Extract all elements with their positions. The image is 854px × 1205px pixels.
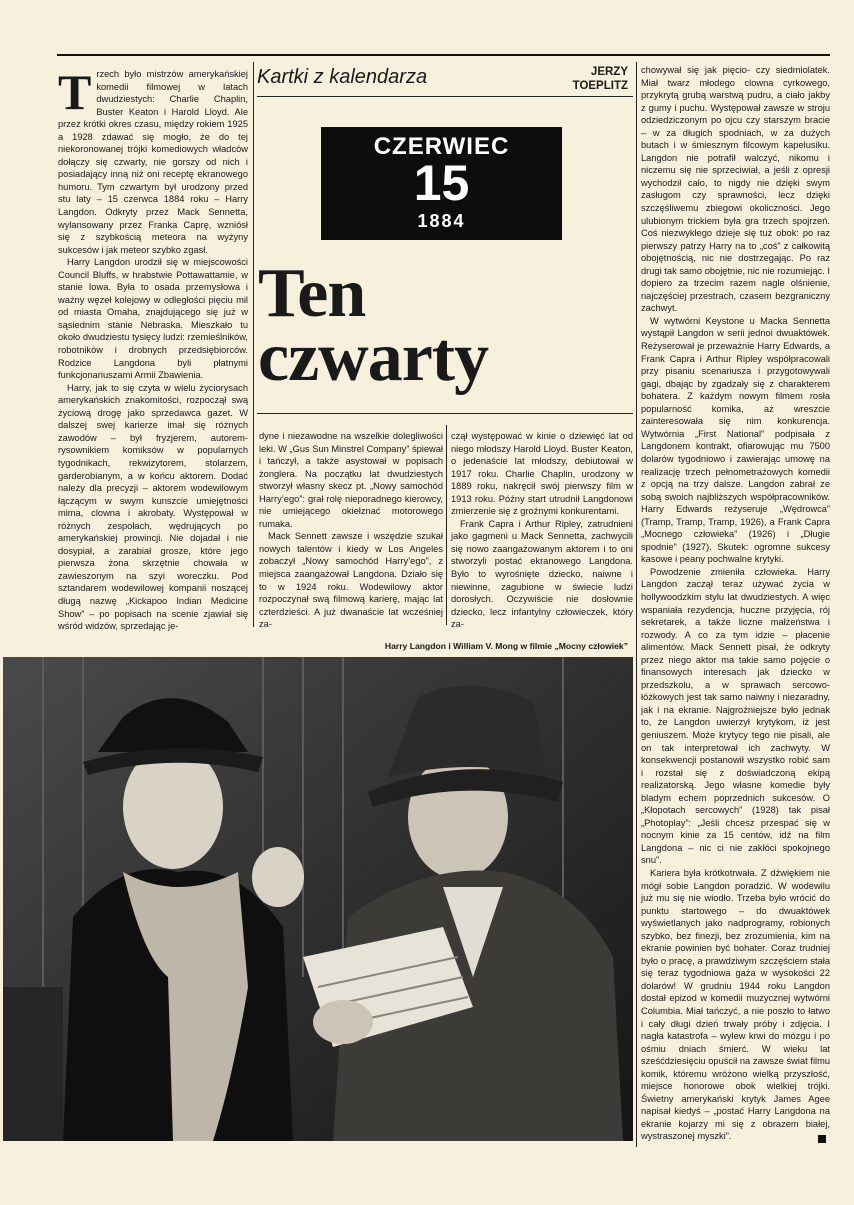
- paragraph: Harry, jak to się czyta w wielu życiorysach amerykańskich znakomitości, rozpoczął swą życiową drogę jako sprzedawca gazet. W dalszej swej karierze imał się różnych zawodów – był fryzjerem, autorem-rysownikiem komiksów w popularnych tygodnikach, rekwizytorem, stolarzem, garderobianym, a w końcu aktorem. Dodać należy dla precyzji – aktorem wodewilowym łączącym w swym kunszcie umiejętności mima, clowna i akrobaty. Występował w różnych zespołach, wędrujących po amerykańskiej prowincji. Nie dojadał i nie dosypiał, a zarabiał grosze, które jego pierwsza żona skrzętnie chowała w zawieszonym na szyi woreczku. Pod sztandarem wodewilowej kompanii noszącej długą nazwę „Kickapoo Indian Medicine Show” – po popisach na scenie zjawiał się wśród widzów, sprzedając je-: [58, 382, 248, 632]
- date-box: [321, 127, 562, 240]
- top-rule: [57, 54, 830, 56]
- date-month: CZERWIEC: [373, 133, 510, 160]
- paragraph: Mack Sennett zawsze i wszędzie szukał nowych talentów i kiedy w Los Angeles zobaczył „Nowy samochód Harry’ego”, z miejsca zaangażował Langdona. Działo się to w 1924 roku. Wodewilowy aktor rozpoczynał swą filmową karierę, mając lat czterdzieści. A już dwanaście lat wcześniej za-: [259, 531, 443, 630]
- end-of-article-mark: [818, 1135, 826, 1143]
- article-column-3: [451, 430, 633, 630]
- article-column-1: [58, 64, 248, 632]
- paragraph: Trzech było mistrzów amerykańskiej komedii filmowej w latach dwudziestych: Charlie Chaplin, Buster Keaton i Harold Lloyd. Ale przez krótki okres czasu, między rokiem 1925 a 1928 zdawać się mogło, że do tej niekoronowanej trójki komediowych władców dołączy się czwarty, nie gorszy od nich i posiadający inną niż oni receptę ekranowego humoru. Tym czwartym był urodzony przed stu laty – 15 czerwca 1884 roku – Harry Langdon. Odkryty przez Mack Sennetta, wylansowany przez Franka Caprę, wzniósł się z szybkością meteora na wyżyny sukcesów i jak meteor szybko zgasł.: [58, 64, 248, 255]
- column-divider: [446, 425, 447, 625]
- section-title: Kartki z kalendarza: [257, 66, 428, 88]
- section-rule: [257, 96, 633, 97]
- paragraph: Powodzenie zmieniła człowieka. Harry Langdon zaczął teraz używać życia w hollywoodzkim stylu lat dwudziestych. A więc wspaniała rezydencja, huczne przyjęcia, rój sekretarek, a także liczne małżeństwa i rozwody. A co za tym idzie – płacenie alimentów. Mack Sennett pisał, że odkryty przez niego aktor ma takie samo pojęcie o finansowych interesach jak dziecko w przedszkolu, a w sprawach sercowo-łóżkowych jest tak samo naiwny i niezaradny, jak i na ekranie. Najgroźniejsze było jednak to, że Langdon uwierzył krytykom, iż jest geniuszem. Może krytycy tego nie pisali, ale on tak interpretował ich zachwyty. W konsekwencji postanowił wszystko robić sam i rozstał się z doświadczoną ekipą realizatorską. Jego własne komedie były bladym echem poprzednich sukcesów. O „Kłopotach sercowych” (1928) tak pisał „Photoplay”: „Jeśli chcesz przespać się w nocnym kinie za 15 centów, idź na film Langdona – nic ci nie zakłóci spokojnego snu”.: [641, 566, 830, 866]
- paragraph: Frank Capra i Arthur Ripley, zatrudnieni jako gagmeni u Mack Sennetta, zachwycili się nowo zaangażowanym aktorem i to oni stworzyli postać ekranowego Langdona. Było to wyrośnięte dziecko, naiwne i niewinne, zagubione w świecie ludzi dorosłych. Oczywiście nie dosłownie dziecko, lecz infantylny człowieczek, który za-: [451, 518, 633, 630]
- photo-illustration: [3, 657, 633, 1141]
- film-still-photo: [3, 657, 633, 1141]
- drop-cap: T: [58, 64, 92, 120]
- headline-rule: [257, 413, 633, 414]
- paragraph: czął występować w kinie o dziewięć lat od niego młodszy Harold Lloyd. Buster Keaton, o jedenaście lat młodszy, debiutował w 1917 roku. Charlie Chaplin, urodzony w 1889 roku, nakręcił swój pierwszy film w 1913 roku. Późny start utrudnił Langdonowi zmierzenie się z groźnymi konkurentami.: [451, 431, 633, 517]
- paragraph: Kariera była krótkotrwała. Z dźwiękiem nie mógł sobie Langdon poradzić. W wodewilu już mu się nie wiodło. Trzeba było wrócić do punktu startowego – do dwuaktówek wyświetlanych jako nadprogramy, robionych szybko, bez finezji, bez zrozumienia, kim na ekranie powinien być bohater. Coraz trudniej było o pracę, a prawdziwym szczęściem stała się teraz tygodniowa gaża w wysokości 22 dolarów! W grudniu 1944 roku Langdon dostał epizod w komedii muzycznej wytwórni Columbia. Miał tańczyć, a nie poszło to łatwo i cały długi dzień trwały próby i zdjęcia. I nagła katastrofa – wylew krwi do mózgu i po ośmiu dniach śmierć. W wieku lat sześćdziesięciu opuścił na zawsze świat filmu komik, któremu wróżono wielką przyszłość, miejsce honorowe obok wielkiej trójki. Świetny amerykański krytyk James Agee napisał kiedyś – „postać Harry Langdona na ekranie kojarzy mi się z obrazem białej, wystraszonej myszki”.: [641, 868, 830, 1142]
- paragraph: Harry Langdon urodził się w miejscowości Council Bluffs, w hrabstwie Pottawattamie, w stanie Iowa. Była to osada przemysłowa i ważny węzeł kolejowy w odległości pięciu mil od miasta Omaha, znajdującego się już w sąsiednim stanie Nebraska. Mieszkało tu około dwudziestu tysięcy ludzi: rzemieślników, robotników i drobnych przedsiębiorców. Rodzice Langdona byli płatnymi funkcjonariuszami Armii Zbawienia.: [58, 257, 248, 381]
- headline: Ten czwarty: [258, 255, 489, 396]
- column-divider: [253, 62, 254, 627]
- photo-caption: Harry Langdon i William V. Mong w filmie „Mocny człowiek”: [384, 641, 628, 651]
- article-column-2: [259, 430, 443, 630]
- author-byline: JERZY TOEPLITZ: [572, 66, 628, 92]
- article-column-4: [641, 64, 830, 1149]
- date-year: 1884: [417, 211, 466, 231]
- paragraph: chowywał się jak pięcio- czy siedmiolatek. Miał twarz młodego clowna cyrkowego, przykrytą grubą warstwą pudru, a ciało jakby z gumy i puchu. Występował zawsze w stroju odziedziczonym po ojcu czy starszym bracie – w za długich spodniach, w za dużych butach i w śmiesznym filcowym kapelusiku. Langdon nie potrafił walczyć, nikomu i niczemu się nie sprzeciwiał, a jeśli z opresji wychodził cało, to nigdy nie dzięki swym zasługom czy sprawności, lecz dzięki szczęśliwemu zbiegowi okoliczności. Jego ulubionym trickiem była gra trzech spojrzeń. Coś niezwykłego dzieje się tuż obok: po raz pierwszy patrzy Harry na to „coś” z całkowitą obojętnością, nic nie dostrzegając. Po raz drugi tak samo obojętnie, nic nie rozumiejąc. I dopiero za trzecim razem nagle olśnienie, najczęściej przestrach, czasem bezgraniczny zachwyt.: [641, 65, 830, 314]
- date-day: 15: [413, 155, 470, 211]
- paragraph: W wytwórni Keystone u Macka Sennetta wystąpił Langdon w serii jednoi dwuaktówek. Reżyserował je przeważnie Harry Edwards, a Frank Capra i Arthur Ripley współpracowali przy pisaniu scenariusza i przygotowywali gagi, dbając by zgadzały się z charakterem bohatera. Z każdym nowym filmem rosła popularność komika, aż wreszcie zainteresowała się nim konkurencja. Wytwórnia „First National” podpisała z Langdonem kontrakt, ofiarowując mu 7500 dolarów tygodniowo i zawierając umowę na realizację trzech pełnometrażowych komedii z opcją na trzy dalsze. Langdon zabrał ze sobą swoich najbliższych współpracowników. Harry Edwards reżyseruje „Wędrowca” (Tramp, Tramp, Tramp, 1926), a Frank Capra „Mocnego człowieka” (1926) i „Długie spodnie” (1927). Skutek: ogromne sukcesy kasowe i peany pochwalne krytyki.: [641, 315, 830, 565]
- paragraph: dyne i niezawodne na wszelkie dolegliwości leki. W „Gus Sun Minstrel Company” śpiewał i tańczył, a także asystował w popisach żonglera. Na początku lat dwudziestych stworzył własny skecz pt. „Nowy samochód Harry’ego”: grał rolę nieporadnego kierowcy, nie umiejącego okiełznać motorowego rumaka.: [259, 431, 443, 529]
- column-divider: [636, 62, 637, 1147]
